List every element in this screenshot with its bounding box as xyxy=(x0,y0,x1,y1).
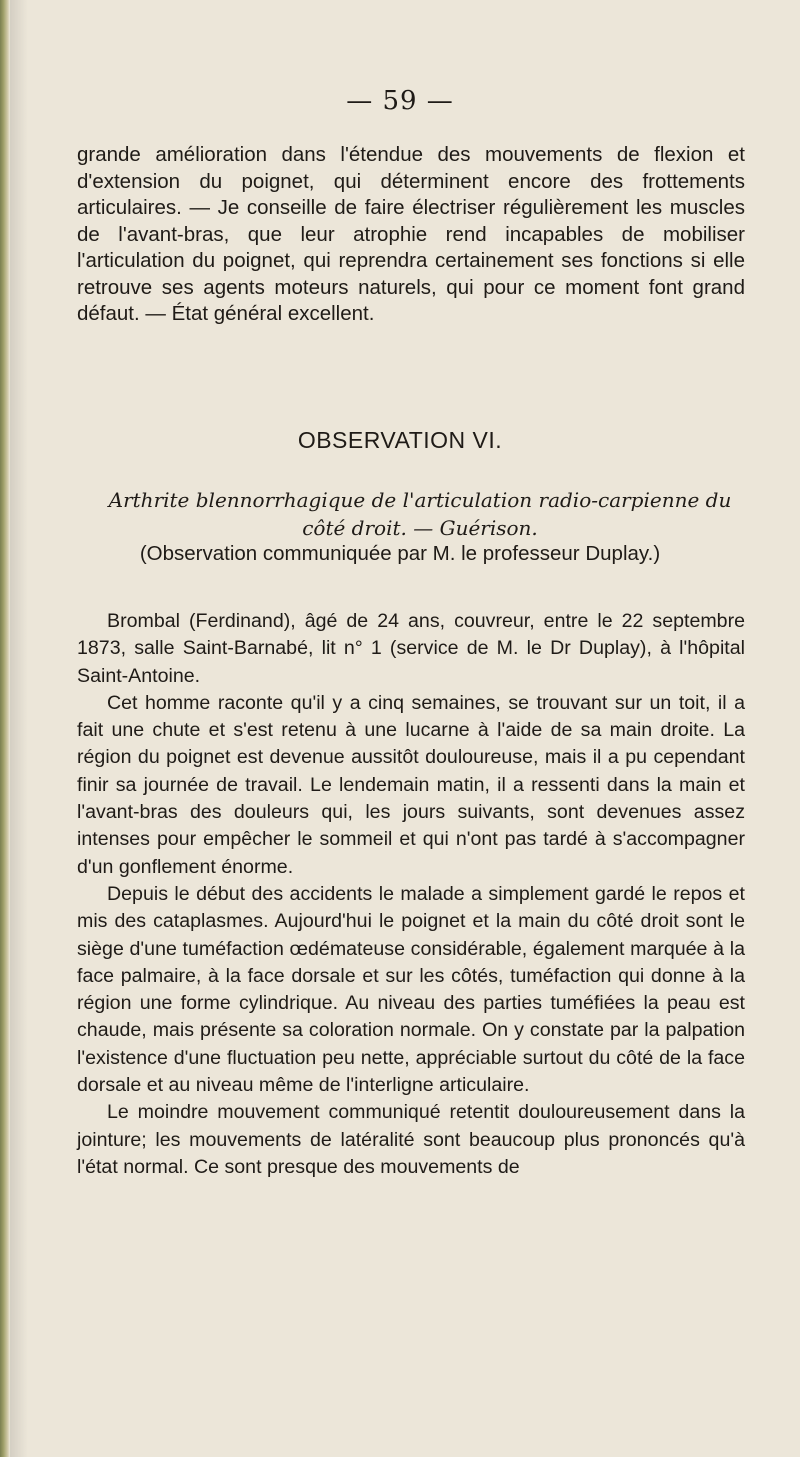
observation-heading: OBSERVATION VI. xyxy=(297,427,503,453)
observation-attribution: (Observation communiquée par M. le professeur Duplay.) xyxy=(139,542,661,565)
body-paragraph-examination: Depuis le début des accidents le malade a simplement gardé le repos et mis des cataplasmes. Aujourd'hui le poignet et la main du côté droit sont le siège d'une tuméfaction œdémateuse considérable, également marquée à la face palmaire, à la face dorsale et sur les côtés, tuméfaction qui donne à la région une forme cylindrique. Au niveau des parties tuméfiées la peau est chaude, mais présente sa coloration normale. On y constate par la palpation l'existence d'une fluctuation peu nette, appréciable surtout du côté de la face dorsale et au niveau même de l'interligne articulaire. xyxy=(77,882,745,1097)
body-paragraph-movements: Le moindre mouvement communiqué retentit douloureusement dans la jointure; les mouvements de latéralité sont beaucoup plus prononcés qu'à l'état normal. Ce sont presque des mouvements de xyxy=(77,1101,745,1178)
observation-subtitle: Arthrite blennorrhagique de l'articulation radio-carpienne du côté droit. — Guérison. xyxy=(108,488,732,540)
body-paragraph-admission: Brombal (Ferdinand), âgé de 24 ans, couvreur, entre le 22 septembre 1873, salle Saint-Barnabé, lit n° 1 (service de M. le Dr Duplay), à l'hôpital Saint-Antoine. xyxy=(77,610,745,687)
page-binding-shadow xyxy=(10,0,28,1457)
page-binding-edge xyxy=(0,0,10,1457)
page-number: — 59 — xyxy=(346,86,454,116)
observation-body xyxy=(77,600,745,1181)
body-paragraph-history: Cet homme raconte qu'il y a cinq semaines, se trouvant sur un toit, il a fait une chute et s'est retenu à une lucarne à l'aide de sa main droite. La région du poignet est devenue aussitôt douloureuse, mais il a pu cependant finir sa journée de travail. Le lendemain matin, il a ressenti dans la main et l'avant-bras des douleurs qui, les jours suivants, sont devenues assez intenses pour empêcher le sommeil et qui n'ont pas tardé à s'accompagner d'un gonflement énorme. xyxy=(77,691,745,878)
continued-paragraph-text: grande amélioration dans l'étendue des mouvements de flexion et d'extension du poignet, qui déterminent encore des frottements articulaires. — Je conseille de faire électriser régulièrement les muscles de l'avant-bras, que leur atrophie rend incapables de mobiliser l'articulation du poignet, qui reprendra certainement ses fonctions si elle retrouve ses agents moteurs naturels, qui pour ce moment font grand défaut. — État général excellent. xyxy=(77,143,745,325)
continued-paragraph xyxy=(77,142,745,328)
